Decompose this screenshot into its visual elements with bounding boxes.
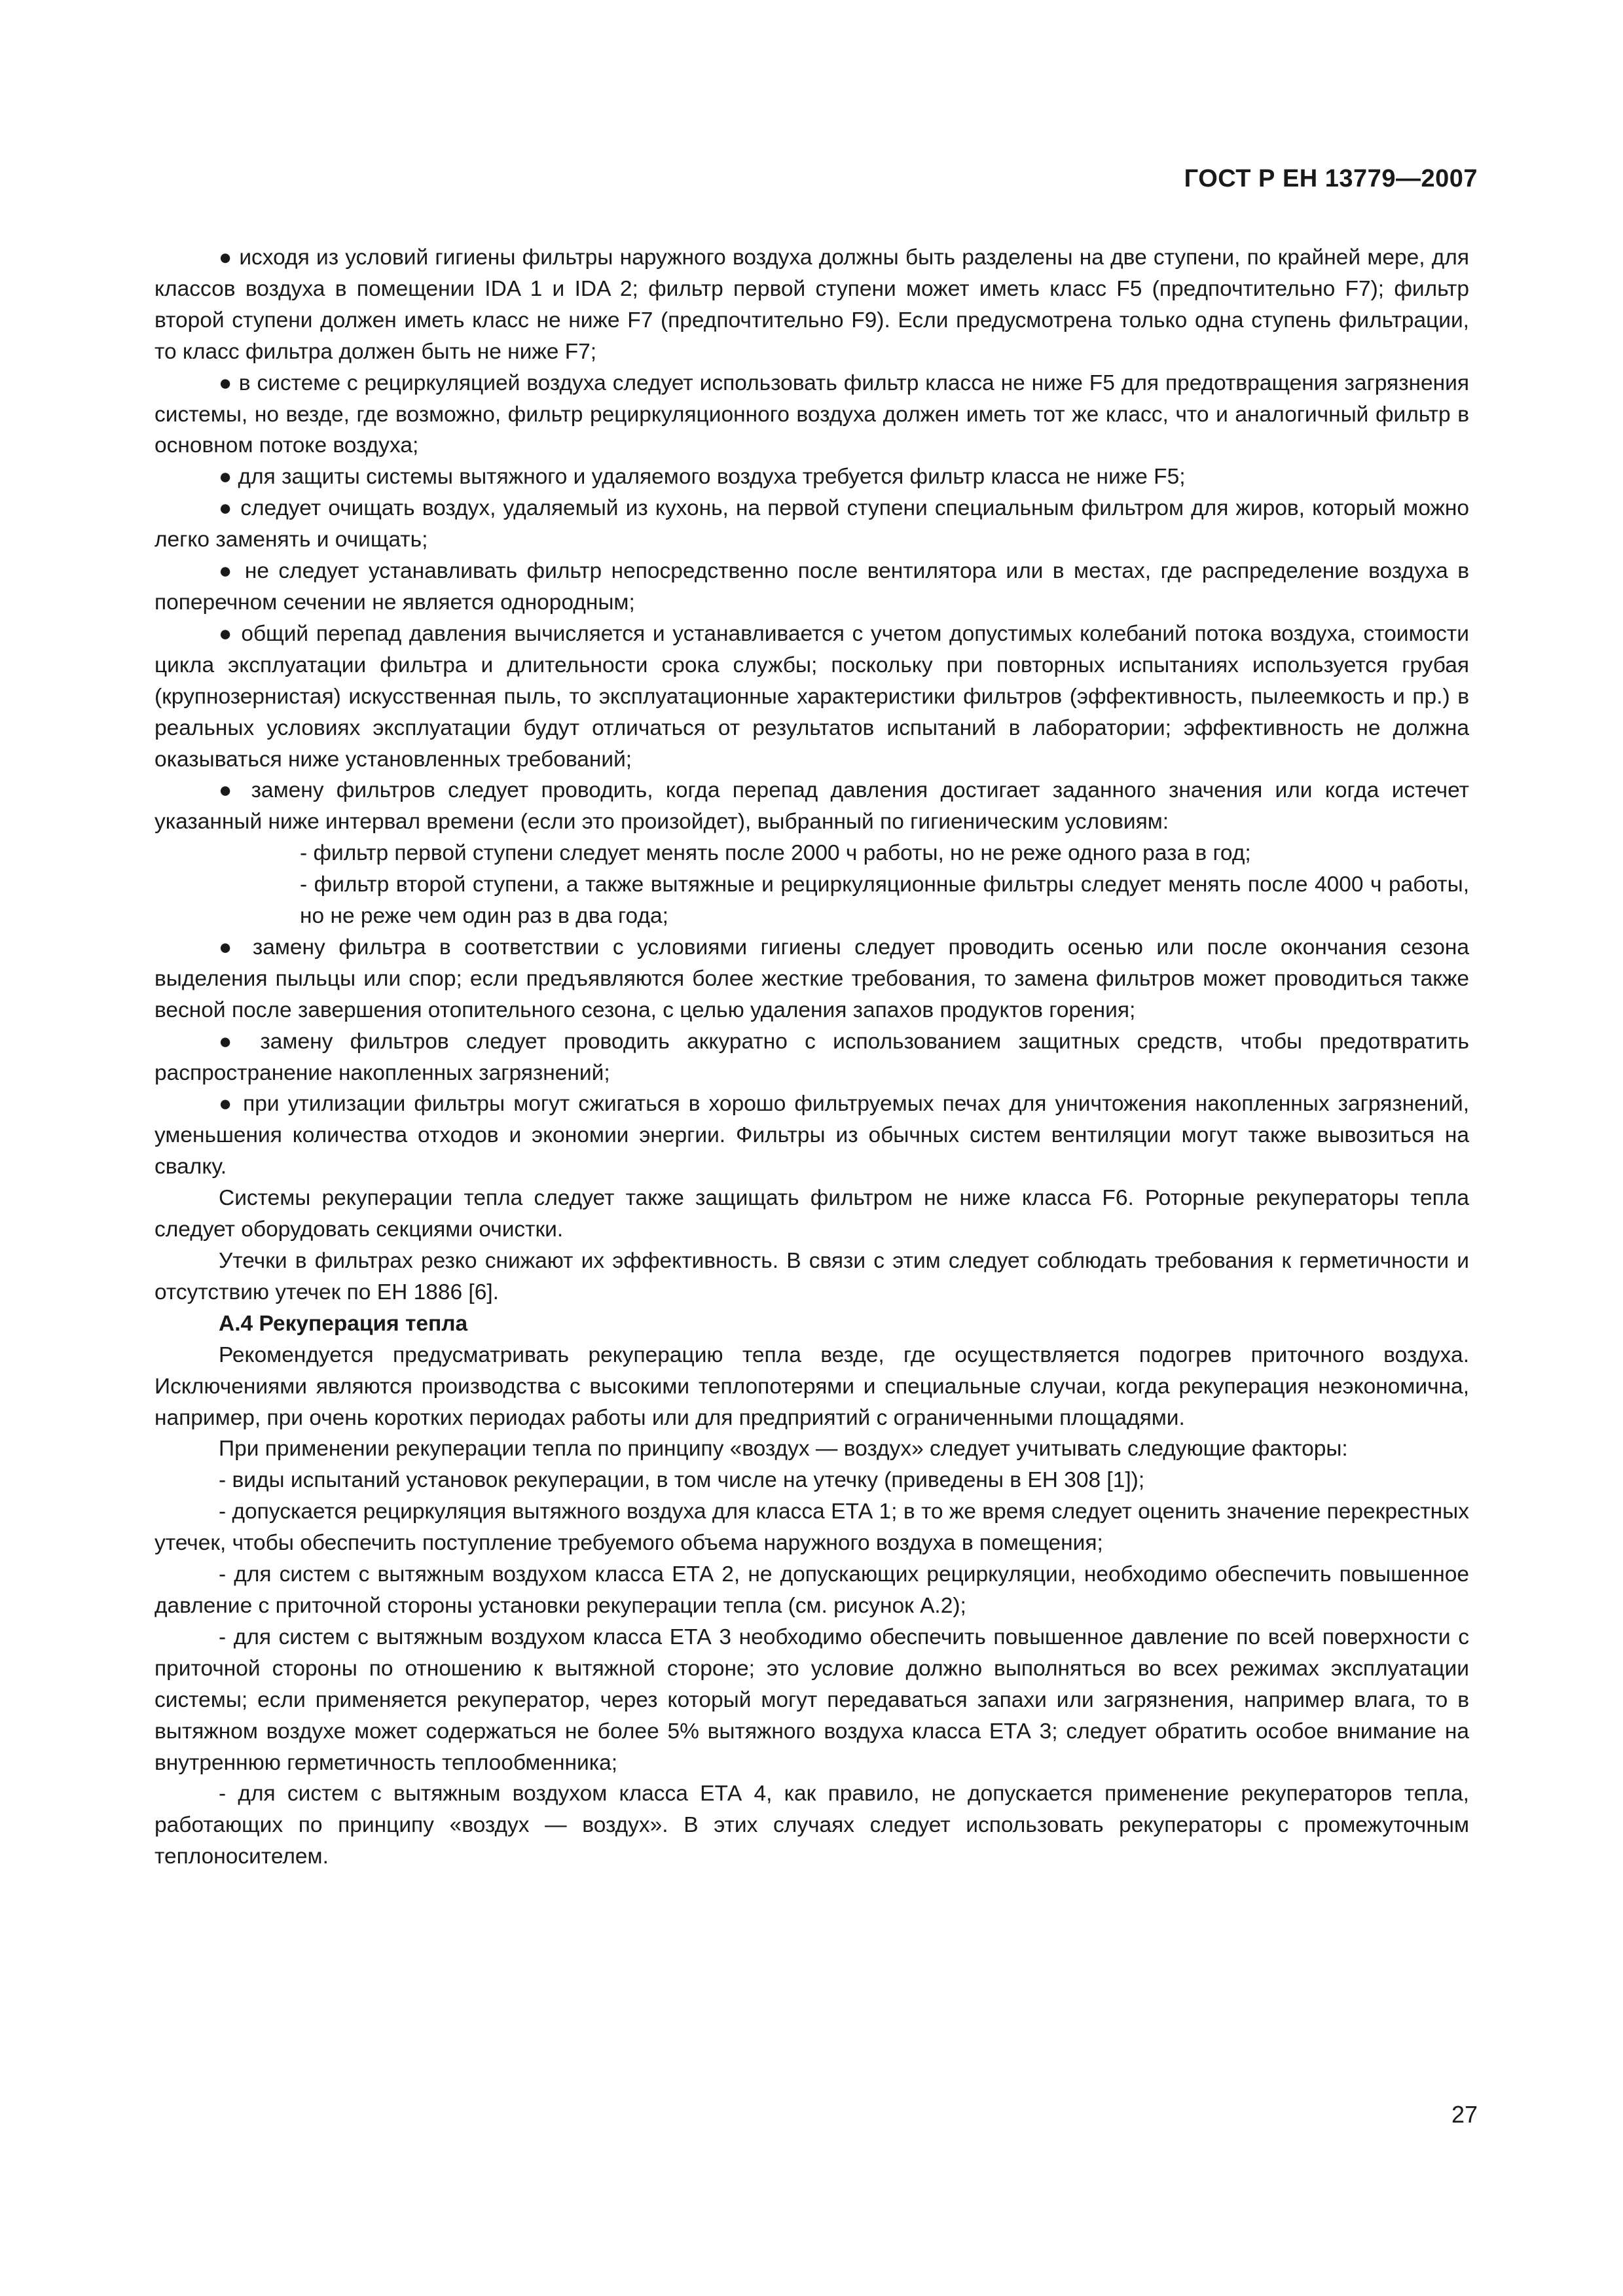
- paragraph: ● в системе с рециркуляцией воздуха следует использовать фильтр класса не ниже F5 для предотвращения загрязнения системы, но везде, где возможно, фильтр рециркуляционного воздуха должен иметь тот же класс, что и аналогичный фильтр в основном потоке воздуха;: [155, 370, 1469, 458]
- document-code: ГОСТ Р ЕН 13779—2007: [1184, 165, 1478, 192]
- paragraph: Утечки в фильтрах резко снижают их эффективность. В связи с этим следует соблюдать требования к герметичности и отсутствию утечек по ЕН 1886 [6].: [155, 1249, 1469, 1304]
- paragraph: Рекомендуется предусматривать рекуперацию тепла везде, где осуществляется подогрев приточного воздуха. Исключениями являются производства с высокими теплопотерями и специальные случаи, когда рекуперация неэкономична, например, при очень коротких периодах работы или для предприятий с ограниченными площадями.: [155, 1342, 1469, 1430]
- page-number: 27: [1451, 2101, 1478, 2128]
- paragraph: ● при утилизации фильтры могут сжигаться в хорошо фильтруемых печах для уничтожения накопленных загрязнений, уменьшения количества отходов и экономии энергии. Фильтры из обычных систем вентиляции могут также вывозиться на свалку.: [155, 1092, 1469, 1179]
- paragraph: - для систем с вытяжным воздухом класса ЕТА 2, не допускающих рециркуляции, необходимо обеспечить повышенное давление с приточной стороны установки рекуперации тепла (см. рисунок А.2);: [155, 1562, 1469, 1618]
- paragraph: ● не следует устанавливать фильтр непосредственно после вентилятора или в местах, где распределение воздуха в поперечном сечении не является однородным;: [155, 559, 1469, 615]
- paragraph: ● замену фильтров следует проводить, когда перепад давления достигает заданного значения или когда истечет указанный ниже интервал времени (если это произойдет), выбранный по гигиеническим условиям:: [155, 778, 1469, 834]
- paragraph: ● для защиты системы вытяжного и удаляемого воздуха требуется фильтр класса не ниже F5;: [219, 465, 1186, 490]
- document-body: [155, 242, 1469, 1873]
- paragraph: ● исходя из условий гигиены фильтры наружного воздуха должны быть разделены на две ступени, по крайней мере, для классов воздуха в помещении IDA 1 и IDA 2; фильтр первой ступени может иметь класс F5 (предпочтительно F7); фильтр второй ступени должен иметь класс не ниже F7 (предпочтительно F9). Если предусмотрена только одна ступень фильтрации, то класс фильтра должен быть не ниже F7;: [155, 245, 1469, 364]
- paragraph: При применении рекуперации тепла по принципу «воздух — воздух» следует учитывать следующие факторы:: [219, 1437, 1348, 1462]
- paragraph: ● общий перепад давления вычисляется и устанавливается с учетом допустимых колебаний потока воздуха, стоимости цикла эксплуатации фильтра и длительности срока службы; поскольку при повторных испытаниях используется грубая (крупнозернистая) искусственная пыль, то эксплуатационные характеристики фильтров (эффективность, пылеемкость и пр.) в реальных условиях эксплуатации будут отличаться от результатов испытаний в лаборатории; эффективность не должна оказываться ниже установленных требований;: [155, 621, 1469, 772]
- paragraph: Системы рекуперации тепла следует также защищать фильтром не ниже класса F6. Роторные рекуператоры тепла следует оборудовать секциями очистки.: [155, 1186, 1469, 1242]
- sub-item: - фильтр первой ступени следует менять после 2000 ч работы, но не реже одного раза в год;: [300, 841, 1251, 866]
- sub-item: - фильтр второй ступени, а также вытяжные и рециркуляционные фильтры следует менять после 4000 ч работы, но не реже чем один раз в два года;: [300, 872, 1469, 929]
- paragraph: - допускается рециркуляция вытяжного воздуха для класса ЕТА 1; в то же время следует оценить значение перекрестных утечек, чтобы обеспечить поступление требуемого объема наружного воздуха в помещения;: [155, 1499, 1469, 1556]
- paragraph: - виды испытаний установок рекуперации, в том числе на утечку (приведены в ЕН 308 [1]);: [219, 1468, 1145, 1493]
- paragraph: ● следует очищать воздух, удаляемый из кухонь, на первой ступени специальным фильтром для жиров, который можно легко заменять и очищать;: [155, 496, 1469, 552]
- paragraph: - для систем с вытяжным воздухом класса ЕТА 3 необходимо обеспечить повышенное давление по всей поверхности с приточной стороны по отношению к вытяжной стороне; это условие должно выполняться во всех режимах эксплуатации системы; если применяется рекуператор, через который могут передаваться запахи или загрязнения, например влага, то в вытяжном воздухе может содержаться не более 5% вытяжного воздуха класса ЕТА 3; следует обратить особое внимание на внутреннюю герметичность теплообменника;: [155, 1624, 1469, 1775]
- section-heading: А.4 Рекуперация тепла: [219, 1311, 468, 1336]
- paragraph: ● замену фильтров следует проводить аккуратно с использованием защитных средств, чтобы предотвратить распространение накопленных загрязнений;: [155, 1029, 1469, 1085]
- paragraph: ● замену фильтра в соответствии с условиями гигиены следует проводить осенью или после окончания сезона выделения пыльцы или спор; если предъявляются более жесткие требования, то замена фильтров может проводиться также весной после завершения отопительного сезона, с целью удаления запахов продуктов горения;: [155, 935, 1469, 1022]
- paragraph: - для систем с вытяжным воздухом класса ЕТА 4, как правило, не допускается применение рекуператоров тепла, работающих по принципу «воздух — воздух». В этих случаях следует использовать рекуператоры с промежуточным теплоносителем.: [155, 1782, 1469, 1869]
